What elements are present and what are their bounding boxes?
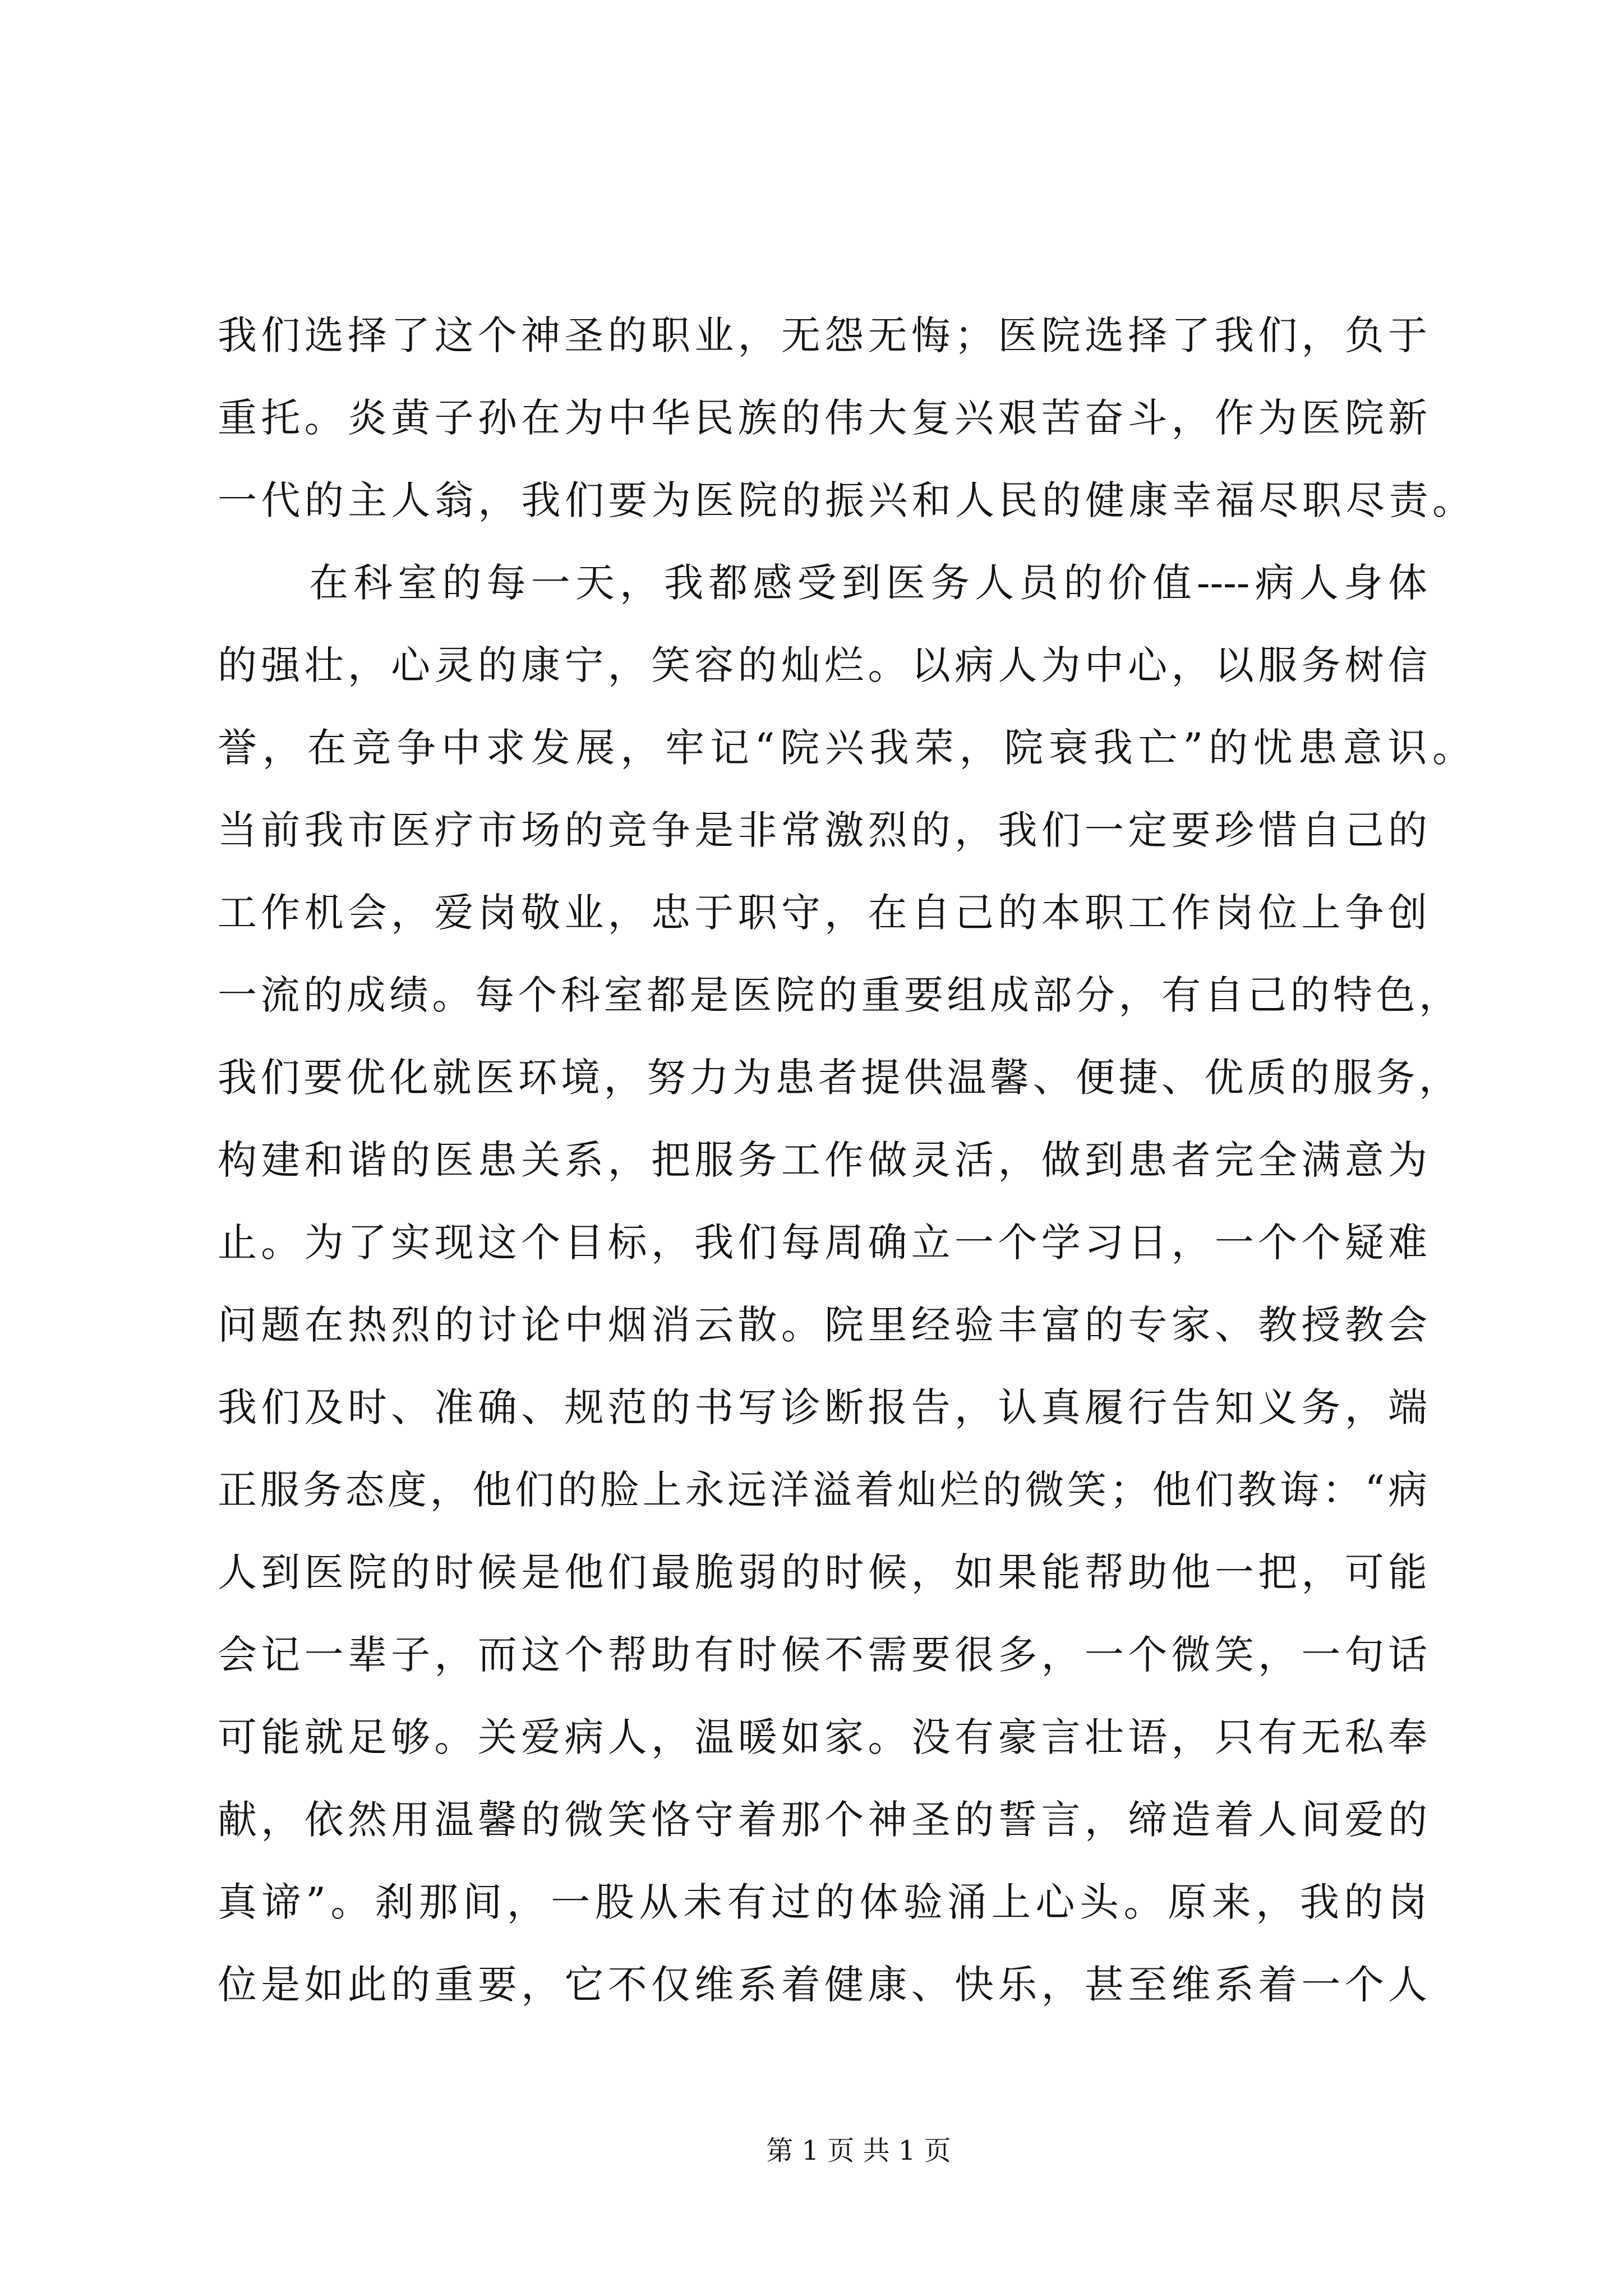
page-number-footer: 第 1 页 共 1 页 — [766, 2135, 951, 2166]
text-line: 正服务态度，他们的脸上永远洋溢着灿烂的微笑；他们教诲：“病 — [218, 1467, 1427, 1513]
text-line: 止。为了实现这个目标，我们每周确立一个学习日，一个个疑难 — [218, 1220, 1427, 1266]
text-line: 当前我市医疗市场的竞争是非常激烈的，我们一定要珍惜自己的 — [218, 807, 1427, 853]
text-line: 问题在热烈的讨论中烟消云散。院里经验丰富的专家、教授教会 — [218, 1302, 1427, 1348]
text-line: 我们及时、准确、规范的书写诊断报告，认真履行告知义务，端 — [218, 1384, 1427, 1430]
text-line: 工作机会，爱岗敬业，忠于职守，在自己的本职工作岗位上争创 — [218, 890, 1427, 936]
paragraph-2 — [218, 542, 1474, 2026]
text-line: 在科室的每一天，我都感受到医务人员的价值----病人身体 — [309, 560, 1427, 606]
text-line: 人到医院的时候是他们最脆弱的时候，如果能帮助他一把，可能 — [218, 1549, 1427, 1595]
text-line: 真谛”。刹那间，一股从未有过的体验涌上心头。原来，我的岗 — [218, 1879, 1427, 1925]
text-line: 一代的主人翁，我们要为医院的振兴和人民的健康幸福尽职尽责。 — [218, 477, 1472, 523]
text-line: 重托。炎黄子孙在为中华民族的伟大复兴艰苦奋斗，作为医院新 — [218, 395, 1427, 441]
text-line: 构建和谐的医患关系，把服务工作做灵活，做到患者完全满意为 — [218, 1137, 1427, 1183]
text-line: 位是如此的重要，它不仅维系着健康、快乐，甚至维系着一个人 — [218, 1962, 1427, 2008]
text-line: 献，依然用温馨的微笑恪守着那个神圣的誓言，缔造着人间爱的 — [218, 1797, 1427, 1843]
text-line: 我们要优化就医环境，努力为患者提供温馨、便捷、优质的服务， — [218, 1055, 1458, 1101]
text-line: 誉，在竞争中求发展，牢记“院兴我荣，院衰我亡”的忧患意识。 — [218, 725, 1472, 771]
text-line: 一流的成绩。每个科室都是医院的重要组成部分，有自己的特色， — [218, 972, 1458, 1018]
paragraph-1 — [218, 295, 1474, 542]
text-line: 可能就足够。关爱病人，温暖如家。没有豪言壮语，只有无私奉 — [218, 1714, 1427, 1760]
text-line: 会记一辈子，而这个帮助有时候不需要很多，一个微笑，一句话 — [218, 1632, 1427, 1678]
text-line: 的强壮，心灵的康宁，笑容的灿烂。以病人为中心，以服务树信 — [218, 642, 1427, 688]
body-text — [218, 295, 1474, 2026]
text-line: 我们选择了这个神圣的职业，无怨无悔；医院选择了我们，负于 — [218, 312, 1427, 358]
